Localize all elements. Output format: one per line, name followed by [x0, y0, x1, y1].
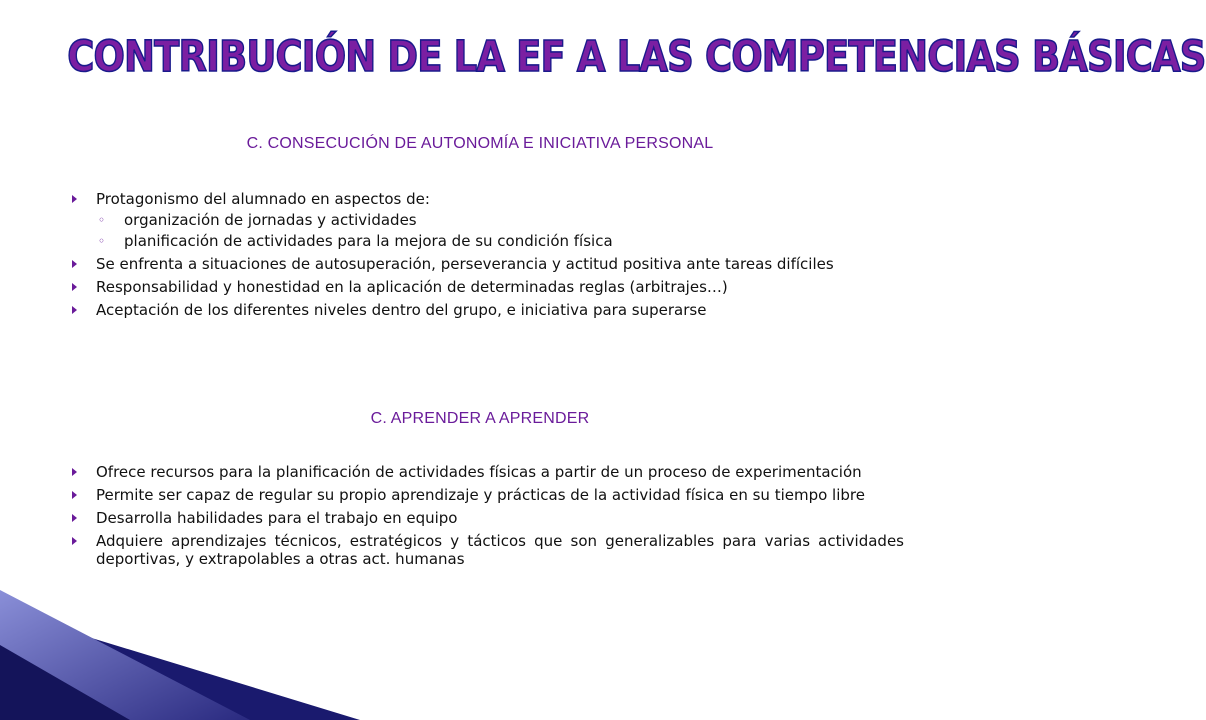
list-item-text: Desarrolla habilidades para el trabajo en equipo — [96, 509, 458, 527]
list-item — [72, 190, 904, 250]
list-item — [72, 278, 904, 296]
sub-list-item — [96, 211, 904, 229]
list-item-text: Permite ser capaz de regular su propio aprendizaje y prácticas de la actividad física en su tiempo libre — [96, 486, 865, 504]
list-item-text: Se enfrenta a situaciones de autosuperación, perseverancia y actitud positiva ante tareas difíciles — [96, 255, 834, 273]
list-item — [72, 486, 904, 504]
sub-list — [96, 211, 904, 250]
bullet-list — [72, 190, 904, 324]
list-item — [72, 509, 904, 527]
triangle-bullet-icon — [72, 306, 77, 314]
corner-decoration — [0, 590, 360, 720]
triangle-bullet-icon — [72, 195, 77, 203]
list-item-text: Protagonismo del alumnado en aspectos de: — [96, 190, 430, 208]
triangle-bullet-icon — [72, 260, 77, 268]
circle-bullet-icon: ◦ — [98, 234, 106, 248]
sub-list-item-text: organización de jornadas y actividades — [124, 211, 417, 229]
page-title: CONTRIBUCIÓN DE LA EF A LAS COMPETENCIAS BÁSICAS — [67, 32, 1206, 82]
sub-list-item — [96, 232, 904, 250]
circle-bullet-icon: ◦ — [98, 213, 106, 227]
list-item-text: Adquiere aprendizajes técnicos, estratégicos y tácticos que son generalizables para varias actividades deportivas, y extrapolables a otras act. humanas — [96, 532, 904, 568]
list-item — [72, 532, 904, 568]
section-heading: C. CONSECUCIÓN DE AUTONOMÍA E INICIATIVA PERSONAL — [246, 135, 714, 152]
triangle-bullet-icon — [72, 491, 77, 499]
list-item-text: Aceptación de los diferentes niveles dentro del grupo, e iniciativa para superarse — [96, 301, 707, 319]
triangle-bullet-icon — [72, 283, 77, 291]
list-item-text: Responsabilidad y honestidad en la aplicación de determinadas reglas (arbitrajes…) — [96, 278, 728, 296]
list-item — [72, 301, 904, 319]
bullet-list — [72, 463, 904, 573]
list-item — [72, 463, 904, 481]
sub-list-item-text: planificación de actividades para la mejora de su condición física — [124, 232, 613, 250]
triangle-bullet-icon — [72, 537, 77, 545]
section-heading: C. APRENDER A APRENDER — [370, 410, 590, 427]
list-item-text: Ofrece recursos para la planificación de actividades físicas a partir de un proceso de experimentación — [96, 463, 862, 481]
triangle-bullet-icon — [72, 468, 77, 476]
list-item — [72, 255, 904, 273]
triangle-bullet-icon — [72, 514, 77, 522]
